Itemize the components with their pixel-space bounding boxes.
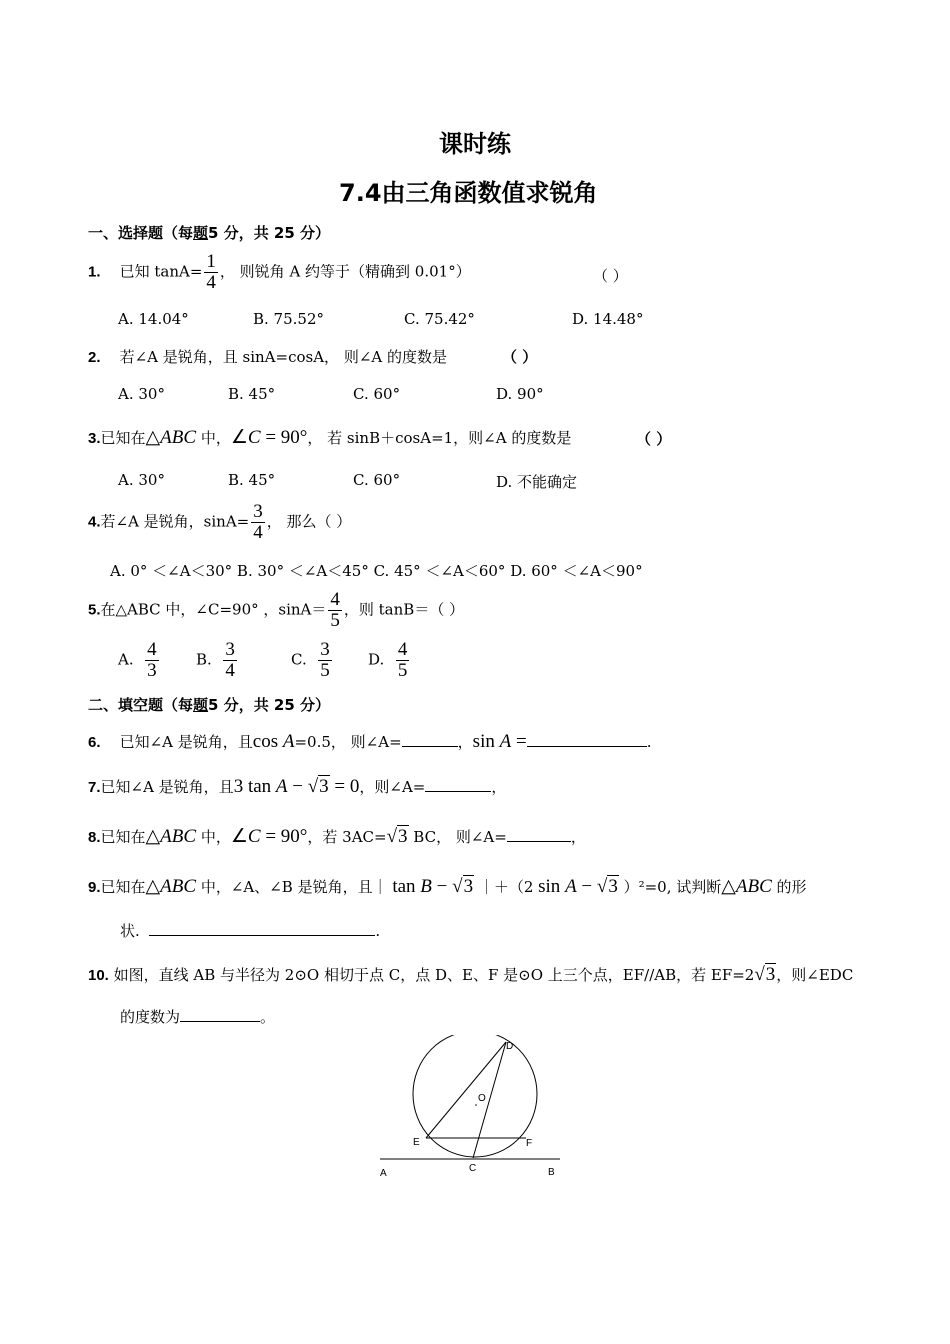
option-d: D. 不能确定 [496,473,578,491]
option-b: B. $\frac{3}{4}$ [196,639,235,681]
option-a: A. 30° [118,471,165,489]
answer-blank[interactable] [527,746,647,747]
option-b: B. 75.52° [253,310,325,328]
option-d: D. $\frac{4}{5}$ [368,639,408,681]
question-1: 1. 已知 tanA= $\frac{1}{4}$ ， 则锐角 A 约等于（精确到 0.01°） [88,251,471,293]
label-f: F [526,1138,533,1149]
option-d: D. 90° [496,385,544,403]
question-10: 10. 如图，直线 AB 与半径为 2⊙O 相切于点 C，点 D、E、F 是⊙O 上三个点，EF//AB，若 EF=2√3，则∠EDC [88,964,854,985]
option-b: B. 45° [228,471,276,489]
label-a: A [380,1168,387,1179]
option-c: C. $\frac{3}{5}$ [291,639,330,681]
option-c: C. 60° [353,471,401,489]
question-2: 2. 若∠A 是锐角，且 sinA=cosA， 则∠A 的度数是 [88,348,447,366]
question-5: 5.在△ABC 中，∠C=90° ，sinA＝ $\frac{4}{5}$ ，则 tanB＝（ ） [88,589,465,631]
page-title: 课时练 [439,130,511,158]
options-line: A. 0° ＜∠A＜30° B. 30° ＜∠A＜45° C. 45° ＜∠A＜60° D. 60° ＜∠A＜90° [110,562,643,580]
section-heading-fill: 二、填空题（每题5 分，共 25 分） [88,696,331,714]
question-6: 6. 已知∠A 是锐角，且cos A=0.5， 则∠A= ，sin A = . [88,731,652,752]
option-a: A. $\frac{4}{3}$ [118,639,157,681]
option-a: A. 14.04° [118,310,189,328]
question-9: 9.已知在△ABC 中，∠A、∠B 是锐角，且｜ tan B − √3 ｜＋（2 sin A − √3 ）²=0, 试判断△ABC 的形 [88,876,807,897]
label-o: O [478,1093,486,1104]
answer-blank[interactable] [507,841,571,842]
answer-paren: （ ） [636,430,672,448]
question-10-line2: 的度数为 。 [120,1008,276,1026]
option-d: D. 14.48° [572,310,644,328]
circle-o [413,1035,537,1157]
label-b: B [548,1167,555,1178]
page-subtitle: 7.4由三角函数值求锐角 [339,179,598,207]
section-heading-choice: 一、选择题（每题5 分，共 25 分） [88,224,331,242]
answer-blank[interactable] [180,1021,260,1022]
answer-paren: （ ） [502,348,538,366]
option-b: B. 45° [228,385,276,403]
chord-de [426,1042,506,1138]
question-3: 3.已知在△ABC 中，∠C = 90°， 若 sinB＋cosA=1，则∠A 的度数是 [88,427,572,448]
label-e: E [413,1137,420,1148]
option-a: A. 30° [118,385,165,403]
answer-blank[interactable] [402,746,458,747]
question-7: 7.已知∠A 是锐角，且3 tan A − √3 = 0，则∠A= ， [88,776,507,797]
label-c: C [469,1163,477,1174]
answer-paren: （ ） [593,267,628,285]
question-9-line2: 状. . [120,922,381,940]
answer-blank[interactable] [149,935,375,936]
option-c: C. 60° [353,385,401,403]
answer-blank[interactable] [425,791,491,792]
center-point [475,1104,477,1106]
geometry-figure [370,1035,570,1185]
label-d: D [506,1041,514,1052]
question-8: 8.已知在△ABC 中，∠C = 90°，若 3AC=√3 BC， 则∠A= ， [88,826,586,847]
question-4: 4.若∠A 是锐角，sinA= $\frac{3}{4}$ ， 那么（ ） [88,501,352,543]
option-c: C. 75.42° [404,310,475,328]
